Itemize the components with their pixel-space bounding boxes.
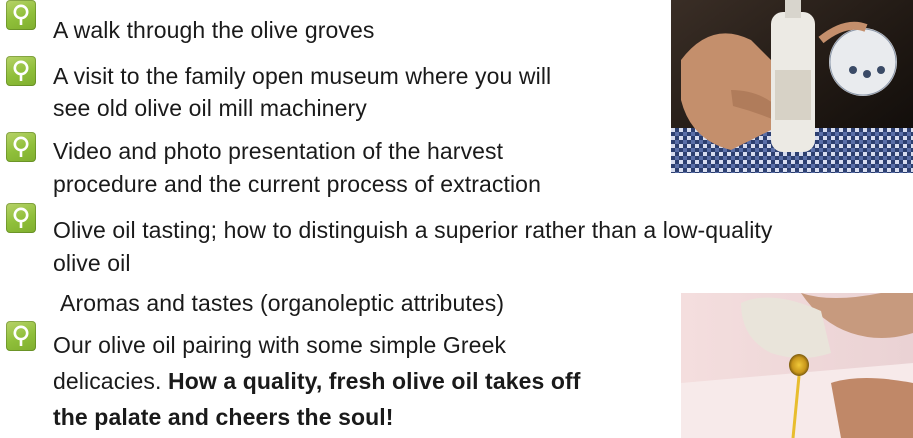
cropped-heading	[250, 0, 550, 2]
item-text: Aromas and tastes (organoleptic attributes)	[60, 290, 505, 316]
item-text: Olive oil tasting; how to distinguish a superior rather than a low-quality	[53, 217, 773, 243]
item-text	[53, 367, 581, 395]
item-text: see old olive oil mill machinery	[53, 95, 367, 121]
lightbulb-icon	[6, 132, 36, 162]
item-text-plain: delicacies.	[53, 368, 168, 394]
item-text-bold: How a quality, fresh olive oil takes off	[167, 368, 581, 394]
item-text: olive oil	[53, 250, 131, 276]
item-text: procedure and the current process of extraction	[53, 171, 541, 197]
item-text: Our olive oil pairing with some simple Greek	[53, 332, 507, 358]
item-text: A visit to the family open museum where you will	[53, 63, 552, 89]
photo-olive-oil-bottle	[671, 0, 913, 173]
item-text: A walk through the olive groves	[53, 17, 375, 43]
lightbulb-icon	[6, 203, 36, 233]
item-text: Video and photo presentation of the harvest	[53, 138, 504, 164]
lightbulb-icon	[6, 321, 36, 351]
photo-pouring-olive-oil	[681, 293, 913, 438]
item-text-bold-line	[53, 403, 394, 431]
lightbulb-icon	[6, 56, 36, 86]
lightbulb-icon	[6, 0, 36, 30]
item-text-bold: the palate and cheers the soul!	[53, 404, 394, 430]
